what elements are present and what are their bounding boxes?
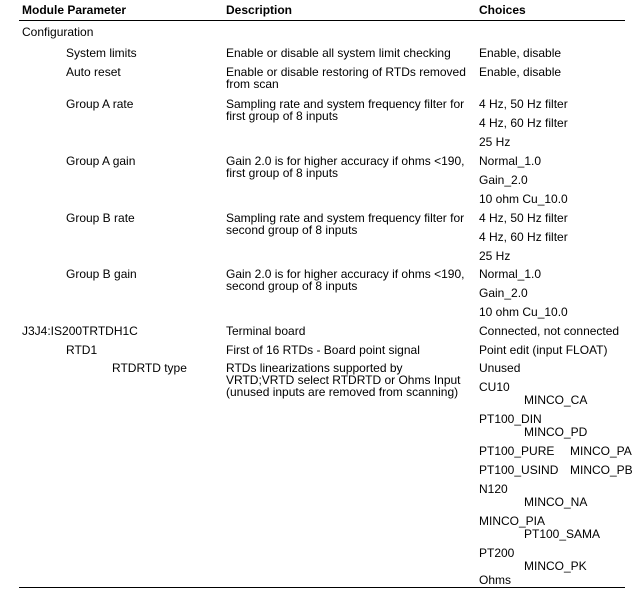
choice-pt100-din: PT100_DIN bbox=[479, 412, 542, 426]
param-desc-system-limits: Enable or disable all system limit checking bbox=[226, 46, 451, 60]
param-choice-auto-reset: Enable, disable bbox=[479, 65, 562, 79]
choice-minco-ca: MINCO_CA bbox=[524, 393, 588, 407]
choice-pt100-pure: PT100_PURE bbox=[479, 444, 555, 458]
param-choice-group-b-rate-2: 4 Hz, 60 Hz filter bbox=[479, 230, 568, 244]
param-desc-group-b-rate: Sampling rate and system frequency filter for second group of 8 inputs bbox=[226, 211, 465, 237]
param-choice-terminal-board: Connected, not connected bbox=[479, 324, 620, 338]
param-desc-group-a-gain: Gain 2.0 is for higher accuracy if ohms <190, first group of 8 inputs bbox=[226, 154, 465, 180]
param-name-group-b-gain: Group B gain bbox=[66, 267, 137, 281]
param-choice-group-b-gain-3: 10 ohm Cu_10.0 bbox=[479, 305, 568, 319]
choice-pt100-usind: PT100_USIND bbox=[479, 463, 559, 477]
param-name-rtd1: RTD1 bbox=[66, 343, 98, 357]
param-choice-group-a-rate-3: 25 Hz bbox=[479, 135, 511, 149]
param-choice-group-a-gain-1: Normal_1.0 bbox=[479, 154, 542, 168]
param-choice-group-a-gain-3: 10 ohm Cu_10.0 bbox=[479, 192, 568, 206]
header-rule bbox=[19, 20, 625, 21]
column-header-choices: Choices bbox=[479, 3, 526, 17]
column-header-module-parameter: Module Parameter bbox=[22, 3, 127, 17]
param-name-group-a-gain: Group A gain bbox=[66, 154, 136, 168]
choice-n120: N120 bbox=[479, 482, 508, 496]
param-desc-auto-reset: Enable or disable restoring of RTDs removed from scan bbox=[226, 65, 466, 91]
choice-minco-na: MINCO_NA bbox=[524, 495, 588, 509]
param-desc-terminal-board: Terminal board bbox=[226, 324, 306, 338]
param-desc-rtd1: First of 16 RTDs - Board point signal bbox=[226, 343, 420, 357]
param-choice-rtd1: Point edit (input FLOAT) bbox=[479, 343, 608, 357]
choice-pt200: PT200 bbox=[479, 546, 515, 560]
bottom-rule bbox=[19, 587, 625, 588]
param-choice-group-b-gain-1: Normal_1.0 bbox=[479, 267, 542, 281]
param-choice-system-limits: Enable, disable bbox=[479, 46, 562, 60]
choice-unused: Unused bbox=[479, 361, 521, 375]
param-choice-group-b-gain-2: Gain_2.0 bbox=[479, 286, 528, 300]
choice-ohms: Ohms bbox=[479, 573, 512, 587]
choice-minco-pb: MINCO_PB bbox=[570, 463, 633, 477]
section-configuration: Configuration bbox=[22, 25, 94, 39]
param-desc-group-b-gain: Gain 2.0 is for higher accuracy if ohms <190, second group of 8 inputs bbox=[226, 267, 465, 293]
choice-minco-pk: MINCO_PK bbox=[524, 559, 587, 573]
param-name-system-limits: System limits bbox=[66, 46, 137, 60]
param-choice-group-a-rate-1: 4 Hz, 50 Hz filter bbox=[479, 97, 568, 111]
choice-minco-pd: MINCO_PD bbox=[524, 425, 588, 439]
param-name-rtdrtd-type: RTDRTD type bbox=[112, 361, 187, 375]
column-header-description: Description bbox=[226, 3, 293, 17]
param-choice-group-b-rate-1: 4 Hz, 50 Hz filter bbox=[479, 211, 568, 225]
choice-minco-pia: MINCO_PIA bbox=[479, 514, 546, 528]
param-name-group-b-rate: Group B rate bbox=[66, 211, 135, 225]
param-desc-group-a-rate: Sampling rate and system frequency filter for first group of 8 inputs bbox=[226, 97, 465, 123]
choice-pt100-sama: PT100_SAMA bbox=[524, 527, 601, 541]
param-choice-group-a-gain-2: Gain_2.0 bbox=[479, 173, 528, 187]
param-choice-group-a-rate-2: 4 Hz, 60 Hz filter bbox=[479, 116, 568, 130]
param-name-group-a-rate: Group A rate bbox=[66, 97, 134, 111]
param-choice-group-b-rate-3: 25 Hz bbox=[479, 249, 511, 263]
param-desc-rtdrtd-type: RTDs linearizations supported by VRTD;VRTD select RTDRTD or Ohms Input (unused inputs are removed from scanning) bbox=[226, 361, 461, 399]
choice-cu10: CU10 bbox=[479, 380, 510, 394]
choice-minco-pa: MINCO_PA bbox=[570, 444, 632, 458]
param-name-terminal-board: J3J4:IS200TRTDH1C bbox=[22, 324, 138, 338]
param-name-auto-reset: Auto reset bbox=[66, 65, 121, 79]
